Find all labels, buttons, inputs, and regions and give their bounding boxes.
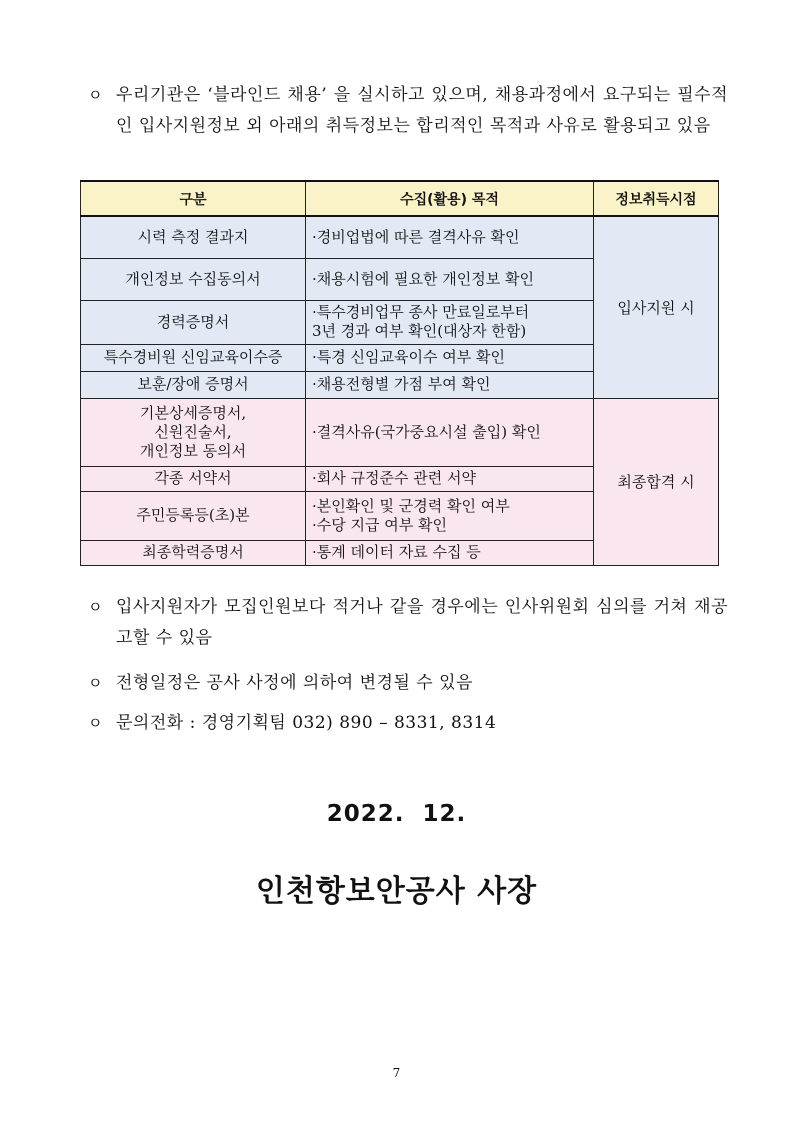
row-category: 최종학력증명서	[81, 540, 306, 565]
bullet-icon: ㅇ	[88, 674, 103, 692]
note-paragraph-schedule	[88, 668, 728, 699]
table-row	[81, 398, 719, 466]
info-table	[80, 180, 719, 566]
issuer-signature: 인천항보안공사 사장	[255, 874, 538, 909]
row-purpose: ·본인확인 및 군경력 확인 여부 ·수당 지급 여부 확인	[306, 491, 594, 540]
header-purpose: 수집(활용) 목적	[306, 181, 594, 216]
row-category: 각종 서약서	[81, 466, 306, 491]
row-category: 주민등록등(초)본	[81, 491, 306, 540]
group-acquisition-time: 최종합격 시	[594, 398, 719, 565]
row-category: 기본상세증명서, 신원진술서, 개인정보 동의서	[81, 398, 306, 466]
row-purpose: ·채용전형별 가점 부여 확인	[306, 371, 594, 398]
row-purpose: ·채용시험에 필요한 개인정보 확인	[306, 258, 594, 300]
row-category: 경력증명서	[81, 300, 306, 344]
row-category: 시력 측정 결과지	[81, 216, 306, 258]
row-purpose: ·통계 데이터 자료 수집 등	[306, 540, 594, 565]
row-purpose: ·특수경비업무 종사 만료일로부터 3년 경과 여부 확인(대상자 한함)	[306, 300, 594, 344]
note-text: 문의전화 : 경영기획팀 032) 890 – 8331, 8314	[116, 713, 497, 733]
header-category: 구분	[81, 181, 306, 216]
document-date: 2022. 12.	[326, 801, 467, 827]
row-purpose: ·회사 규정준수 관련 서약	[306, 466, 594, 491]
group-acquisition-time: 입사지원 시	[594, 216, 719, 398]
note-text: 전형일정은 공사 사정에 의하여 변경될 수 있음	[116, 673, 473, 693]
row-purpose: ·경비업법에 따른 결격사유 확인	[306, 216, 594, 258]
intro-text: 우리기관은 ‘블라인드 채용’ 을 실시하고 있으며, 채용과정에서 요구되는 필수적인 입사지원정보 외 아래의 취득정보는 합리적인 목적과 사유로 활용되고 있음	[116, 85, 728, 136]
note-paragraph-reannouncement	[88, 592, 728, 654]
header-acquisition-time: 정보취득시점	[594, 181, 719, 216]
page-number: 7	[392, 1066, 401, 1080]
row-category: 개인정보 수집동의서	[81, 258, 306, 300]
note-paragraph-contact	[88, 708, 728, 739]
table-row	[81, 216, 719, 258]
note-text: 입사지원자가 모집인원보다 적거나 같을 경우에는 인사위원회 심의를 거쳐 재공고할 수 있음	[116, 597, 728, 648]
row-category: 특수경비원 신임교육이수증	[81, 344, 306, 371]
row-purpose: ·결격사유(국가중요시설 출입) 확인	[306, 398, 594, 466]
table-header-row	[81, 181, 719, 216]
bullet-icon: ㅇ	[88, 714, 103, 732]
row-category: 보훈/장애 증명서	[81, 371, 306, 398]
bullet-icon: ㅇ	[88, 86, 103, 104]
bullet-icon: ㅇ	[88, 598, 103, 616]
intro-paragraph	[88, 80, 728, 142]
row-purpose: ·특경 신임교육이수 여부 확인	[306, 344, 594, 371]
